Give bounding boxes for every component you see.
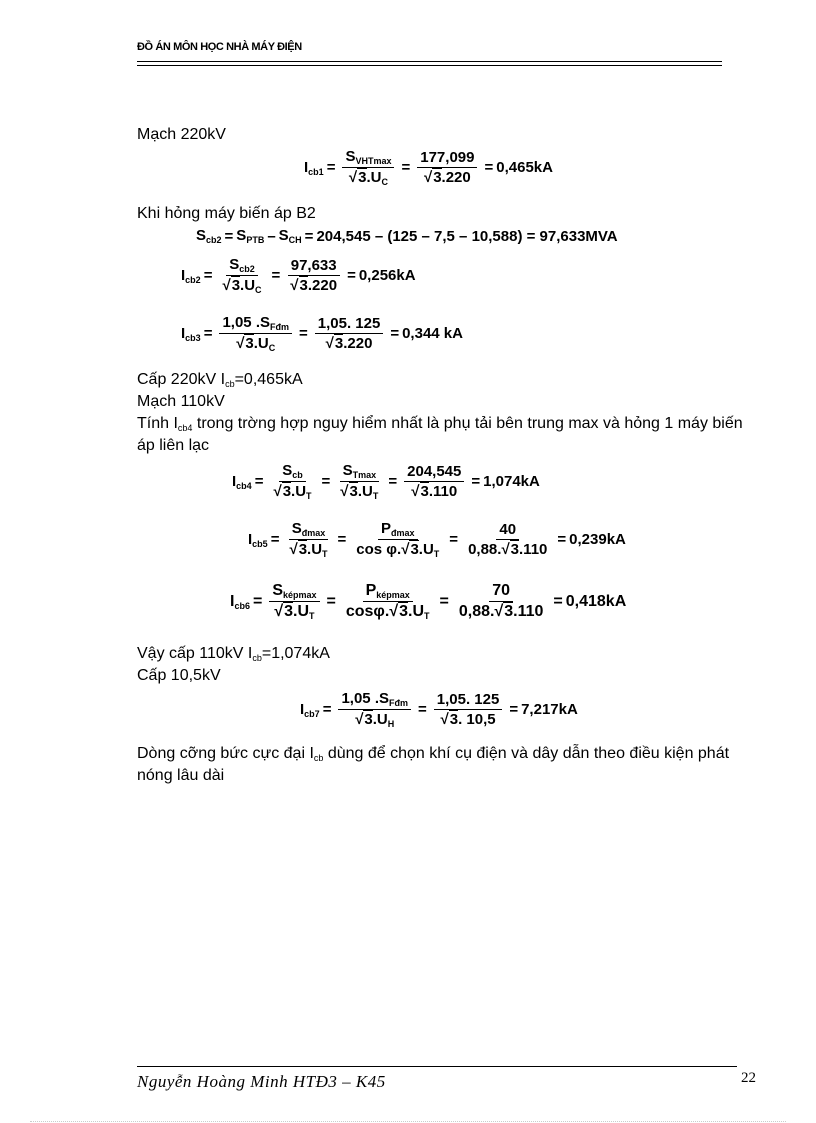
- page-edge-rule: [30, 1121, 786, 1122]
- equation-icb4: $I_{cb4}$ = $\frac{S_{cb}}{√3.U_T}$ = $\frac{S_{Tmax}}{√3.U_T}$ = $\frac{204,545}{√3.110}$ = 1,074kA: [232, 462, 540, 501]
- footer-rule: [137, 1066, 737, 1067]
- text-vay-cap-110kv: Vậy cấp 110kV $I_{cb}=1,074kA$: [137, 645, 330, 663]
- equation-icb1: $I_{cb1}$ = $\frac{S_{VHTmax}}{√3.U_C}$ = $\frac{177,099}{√3.220}$ = 0,465kA: [304, 148, 553, 187]
- paragraph-dong-cuong-buc: Dòng cỡng bức cực đại $I_{cb}$ dùng để chọn khí cụ điện và dây dẫn theo điều kiện phát nóng lâu dài: [137, 745, 730, 784]
- equation-icb6: $I_{cb6}$ = $\frac{S_{képmax}}{√3.U_T}$ = $\frac{P_{képmax}}{\cos\varphi.√3.U_T}$ = $\frac{70}{0,88.√3.110}$ = 0,418kA: [230, 582, 627, 621]
- equation-icb2: $I_{cb2}$ = $\frac{S_{cb2}}{√3.U_C}$ = $\frac{97,633}{√3.220}$ = 0,256kA: [181, 256, 416, 295]
- equation-scb2: $S_{cb2}$ = $S_{PTB}$ – $S_{CH}$ = 204,545 – (125 – 7,5 – 10,588) = 97,633MVA: [196, 227, 618, 245]
- equation-icb7: $I_{cb7}$ = $\frac{1,05 .S_{Fđm}}{√3.U_H}$ = $\frac{1,05. 125}{√3. 10,5}$ = 7,217kA: [300, 690, 578, 729]
- section-label-110kv: Mạch 110kV: [137, 393, 225, 410]
- document-header: ĐỒ ÁN MÔN HỌC NHÀ MÁY ĐIỆN: [137, 41, 302, 53]
- header-rule-thin: [137, 65, 722, 66]
- paragraph-tinh-icb4: Tính $I_{cb4}$ trong trờng hợp nguy hiểm nhất là phụ tải bên trung max và hỏng 1 máy biến áp liên lạc: [137, 415, 743, 454]
- header-rule: [137, 61, 722, 62]
- equation-icb3: $I_{cb3}$ = $\frac{1,05 .S_{Fđm}}{√3.U_C}$ = $\frac{1,05. 125}{√3.220}$ = 0,344 kA: [181, 314, 463, 353]
- section-label-220kv: Mạch 220kV: [137, 126, 226, 143]
- equation-icb5: $I_{cb5}$ = $\frac{S_{đmax}}{√3.U_T}$ = $\frac{P_{đmax}}{\cos \varphi.√3.U_T}$ = $\frac{40}{0,88.√3.110}$ = 0,239kA: [248, 520, 626, 559]
- section-label-10-5kv: Cấp 10,5kV: [137, 667, 221, 684]
- footer-author: Nguyễn Hoàng Minh HTĐ3 – K45: [137, 1072, 386, 1091]
- text-khi-hong: Khi hỏng máy biến áp B2: [137, 205, 316, 222]
- page-number: 22: [741, 1070, 756, 1086]
- text-cap-220kv: Cấp 220kV $I_{cb}=0,465kA$: [137, 371, 303, 389]
